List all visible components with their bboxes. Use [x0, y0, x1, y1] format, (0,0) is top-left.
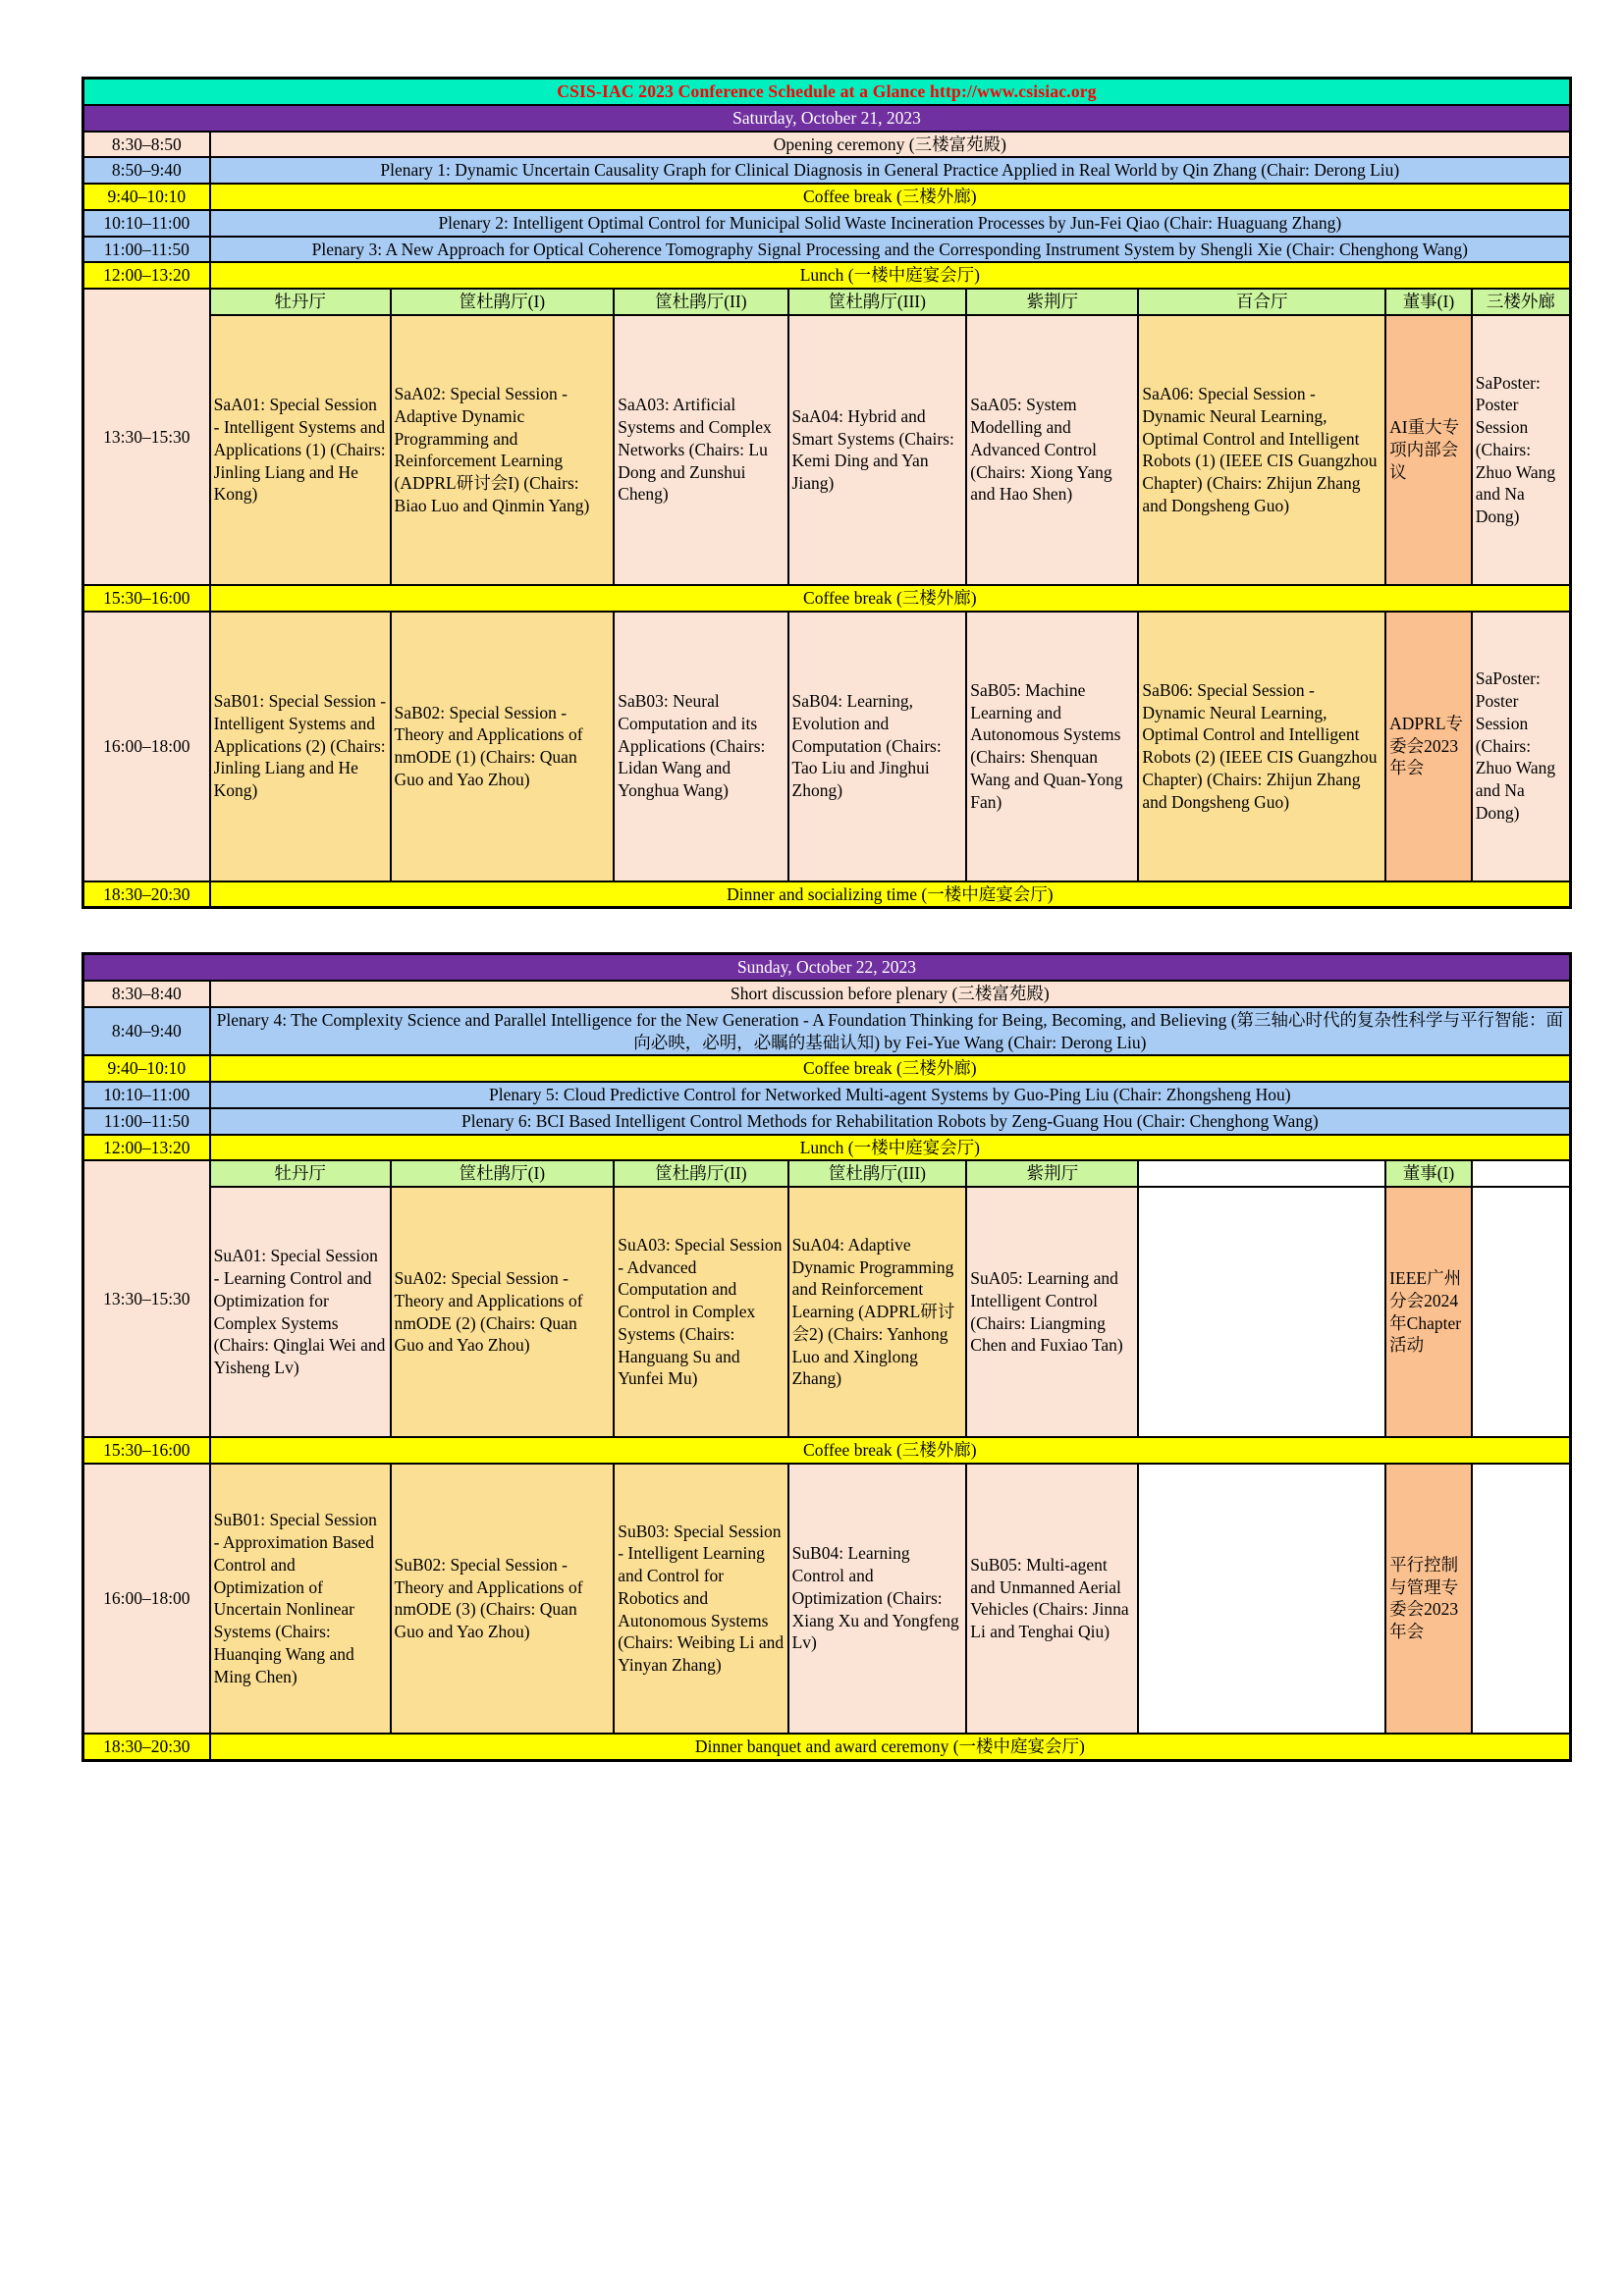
session-cell-sab04[interactable]: SaB04: Learning, Evolution and Computation (Chairs: Tao Liu and Jinghui Zhong): [788, 612, 967, 881]
table-row: [83, 210, 1571, 237]
coffee-break-cell: Coffee break (三楼外廊): [210, 585, 1571, 612]
time-label: 9:40–10:10: [83, 184, 210, 210]
room-header-dujuan-1: 筐杜鹃厅(I): [391, 1160, 615, 1187]
session-cell-empty-2: [1472, 1187, 1571, 1437]
session-cell-saa05[interactable]: SaA05: System Modelling and Advanced Control (Chairs: Xiong Yang and Hao Shen): [966, 315, 1138, 585]
session-row-sua: [83, 1187, 1571, 1437]
time-label: 16:00–18:00: [83, 1464, 210, 1734]
table-row: [83, 184, 1571, 210]
session-cell-sub04[interactable]: SuB04: Learning Control and Optimization (Chairs: Xiang Xu and Yongfeng Lv): [788, 1464, 967, 1734]
session-cell-sua02[interactable]: SuA02: Special Session - Theory and Applications of nmODE (2) (Chairs: Quan Guo and Yao Zhou): [391, 1187, 615, 1437]
table-row: [83, 1734, 1571, 1760]
table-gap: [81, 909, 1570, 952]
session-cell-empty-4: [1472, 1464, 1571, 1734]
session-cell-sub05[interactable]: SuB05: Multi-agent and Unmanned Aerial Vehicles (Chairs: Jinna Li and Tenghai Qiu): [966, 1464, 1138, 1734]
time-label: 15:30–16:00: [83, 585, 210, 612]
room-header-dujuan-3: 筐杜鹃厅(III): [788, 289, 967, 315]
session-cell-empty-1: [1138, 1187, 1385, 1437]
session-cell-sab03[interactable]: SaB03: Neural Computation and its Applications (Chairs: Lidan Wang and Yonghua Wang): [614, 612, 787, 881]
coffee-break-cell: Coffee break (三楼外廊): [210, 1055, 1571, 1082]
table-row: [83, 1108, 1571, 1135]
session-row-sub: [83, 1464, 1571, 1734]
dinner-cell: Dinner and socializing time (一楼中庭宴会厅): [210, 881, 1571, 908]
time-label: 8:40–9:40: [83, 1007, 210, 1056]
day-banner-row-saturday: [83, 105, 1571, 132]
room-header-dongshi: 董事(I): [1385, 289, 1472, 315]
room-header-row-sunday: [83, 1160, 1571, 1187]
session-cell-sab02[interactable]: SaB02: Special Session - Theory and Applications of nmODE (1) (Chairs: Quan Guo and Yao Zhou): [391, 612, 615, 881]
session-cell-saposter[interactable]: SaPoster: Poster Session (Chairs: Zhuo Wang and Na Dong): [1472, 315, 1571, 585]
time-label: 15:30–16:00: [83, 1437, 210, 1464]
table-row: [83, 1055, 1571, 1082]
time-label: 12:00–13:20: [83, 1135, 210, 1161]
session-cell-sub02[interactable]: SuB02: Special Session - Theory and Applications of nmODE (3) (Chairs: Quan Guo and Yao Zhou): [391, 1464, 615, 1734]
time-label: 8:30–8:50: [83, 132, 210, 158]
time-label: 11:00–11:50: [83, 1108, 210, 1135]
table-row: [83, 981, 1571, 1007]
table-row: [83, 585, 1571, 612]
table-row: [83, 157, 1571, 184]
opening-ceremony-cell: Opening ceremony (三楼富苑殿): [210, 132, 1571, 158]
title-row: [83, 79, 1571, 105]
plenary-5-cell: Plenary 5: Cloud Predictive Control for Networked Multi-agent Systems by Guo-Ping Liu (Chair: Zhongsheng Hou): [210, 1082, 1571, 1108]
session-cell-saa01[interactable]: SaA01: Special Session - Intelligent Systems and Applications (1) (Chairs: Jinling Liang and He Kong): [210, 315, 391, 585]
session-cell-sab06[interactable]: SaB06: Special Session - Dynamic Neural Learning, Optimal Control and Intelligent Robots (2) (IEEE CIS Guangzhou Chapter) (Chairs: Zhijun Zhang and Dongsheng Guo): [1138, 612, 1385, 881]
table-row: [83, 1082, 1571, 1108]
schedule-table-saturday: [81, 77, 1572, 909]
table-row: [83, 881, 1571, 908]
plenary-6-cell: Plenary 6: BCI Based Intelligent Control Methods for Rehabilitation Robots by Zeng-Guang Hou (Chair: Chenghong Wang): [210, 1108, 1571, 1135]
dinner-banquet-cell: Dinner banquet and award ceremony (一楼中庭宴会厅): [210, 1734, 1571, 1760]
time-label: 18:30–20:30: [83, 881, 210, 908]
room-header-baihe: 百合厅: [1138, 289, 1385, 315]
session-cell-saa02[interactable]: SaA02: Special Session - Adaptive Dynamic Programming and Reinforcement Learning (ADPRL研讨会I) (Chairs: Biao Luo and Qinmin Yang): [391, 315, 615, 585]
lunch-cell: Lunch (一楼中庭宴会厅): [210, 262, 1571, 289]
room-header-empty-2: [1472, 1160, 1571, 1187]
session-cell-sab05[interactable]: SaB05: Machine Learning and Autonomous Systems (Chairs: Shenquan Wang and Quan-Yong Fan): [966, 612, 1138, 881]
session-row-sab: [83, 612, 1571, 881]
room-header-zijing: 紫荆厅: [966, 289, 1138, 315]
room-header-empty-1: [1138, 1160, 1385, 1187]
time-label: 12:00–13:20: [83, 262, 210, 289]
room-header-dongshi: 董事(I): [1385, 1160, 1472, 1187]
coffee-break-cell: Coffee break (三楼外廊): [210, 184, 1571, 210]
session-row-saa: [83, 315, 1571, 585]
session-cell-sub01[interactable]: SuB01: Special Session - Approximation Based Control and Optimization of Uncertain Nonlinear Systems (Chairs: Huanqing Wang and Ming Chen): [210, 1464, 391, 1734]
session-cell-sab01[interactable]: SaB01: Special Session - Intelligent Systems and Applications (2) (Chairs: Jinling Liang and He Kong): [210, 612, 391, 881]
session-cell-saa06[interactable]: SaA06: Special Session - Dynamic Neural Learning, Optimal Control and Intelligent Robots (1) (IEEE CIS Guangzhou Chapter) (Chairs: Zhijun Zhang and Dongsheng Guo): [1138, 315, 1385, 585]
session-cell-sua01[interactable]: SuA01: Special Session - Learning Control and Optimization for Complex Systems (Chairs: Qinglai Wei and Yisheng Lv): [210, 1187, 391, 1437]
room-header-dujuan-2: 筐杜鹃厅(II): [614, 1160, 787, 1187]
session-cell-empty-3: [1138, 1464, 1385, 1734]
time-label: 8:50–9:40: [83, 157, 210, 184]
table-row: [83, 132, 1571, 158]
room-header-row-saturday: [83, 289, 1571, 315]
table-row: [83, 1437, 1571, 1464]
room-header-sanlou-wailang: 三楼外廊: [1472, 289, 1571, 315]
short-discussion-cell: Short discussion before plenary (三楼富苑殿): [210, 981, 1571, 1007]
table-row: [83, 1135, 1571, 1161]
session-cell-sua04[interactable]: SuA04: Adaptive Dynamic Programming and Reinforcement Learning (ADPRL研讨会2) (Chairs: Yanhong Luo and Xinglong Zhang): [788, 1187, 967, 1437]
time-label: 10:10–11:00: [83, 1082, 210, 1108]
page-title: CSIS-IAC 2023 Conference Schedule at a Glance http://www.csisiac.org: [83, 79, 1571, 105]
session-cell-sub03[interactable]: SuB03: Special Session - Intelligent Learning and Control for Robotics and Autonomous Systems (Chairs: Weibing Li and Yinyan Zhang): [614, 1464, 787, 1734]
session-cell-ieee-chapter[interactable]: IEEE广州分会2024年Chapter活动: [1385, 1187, 1472, 1437]
schedule-table-sunday: [81, 952, 1572, 1761]
session-cell-sua03[interactable]: SuA03: Special Session - Advanced Computation and Control in Complex Systems (Chairs: Hanguang Su and Yunfei Mu): [614, 1187, 787, 1437]
plenary-2-cell: Plenary 2: Intelligent Optimal Control for Municipal Solid Waste Incineration Processes by Jun-Fei Qiao (Chair: Huaguang Zhang): [210, 210, 1571, 237]
day-banner-sunday: Sunday, October 22, 2023: [83, 954, 1571, 981]
session-cell-saposter-2[interactable]: SaPoster: Poster Session (Chairs: Zhuo Wang and Na Dong): [1472, 612, 1571, 881]
session-cell-saa03[interactable]: SaA03: Artificial Systems and Complex Networks (Chairs: Lu Dong and Zunshui Cheng): [614, 315, 787, 585]
plenary-4-cell: Plenary 4: The Complexity Science and Parallel Intelligence for the New Generation - A Foundation Thinking for Being, Becoming, and Believing (第三轴心时代的复杂性科学与平行智能：面向必映，必明，必瞩的基础认知) by Fei-Yue Wang (Chair: Derong Liu): [210, 1007, 1571, 1056]
coffee-break-cell: Coffee break (三楼外廊): [210, 1437, 1571, 1464]
room-header-dujuan-1: 筐杜鹃厅(I): [391, 289, 615, 315]
time-label: 10:10–11:00: [83, 210, 210, 237]
day-banner-saturday: Saturday, October 21, 2023: [83, 105, 1571, 132]
day-banner-row-sunday: [83, 954, 1571, 981]
session-cell-sua05[interactable]: SuA05: Learning and Intelligent Control (Chairs: Liangming Chen and Fuxiao Tan): [966, 1187, 1138, 1437]
table-row: [83, 1007, 1571, 1056]
lunch-cell: Lunch (一楼中庭宴会厅): [210, 1135, 1571, 1161]
table-row: [83, 262, 1571, 289]
session-cell-saa04[interactable]: SaA04: Hybrid and Smart Systems (Chairs: Kemi Ding and Yan Jiang): [788, 315, 967, 585]
time-label: 11:00–11:50: [83, 237, 210, 263]
room-header-mudan: 牡丹厅: [210, 1160, 391, 1187]
time-label: 9:40–10:10: [83, 1055, 210, 1082]
plenary-3-cell: Plenary 3: A New Approach for Optical Coherence Tomography Signal Processing and the Corresponding Instrument System by Shengli Xie (Chair: Chenghong Wang): [210, 237, 1571, 263]
table-row: [83, 237, 1571, 263]
time-label: 13:30–15:30: [83, 289, 210, 585]
room-header-mudan: 牡丹厅: [210, 289, 391, 315]
session-cell-parallel-control-meeting[interactable]: 平行控制与管理专委会2023年会: [1385, 1464, 1472, 1734]
room-header-dujuan-2: 筐杜鹃厅(II): [614, 289, 787, 315]
time-label: 13:30–15:30: [83, 1160, 210, 1437]
time-label: 8:30–8:40: [83, 981, 210, 1007]
time-label: 18:30–20:30: [83, 1734, 210, 1760]
session-cell-adprl-meeting[interactable]: ADPRL专委会2023年会: [1385, 612, 1472, 881]
plenary-1-cell: Plenary 1: Dynamic Uncertain Causality Graph for Clinical Diagnosis in General Practice Applied in Real World by Qin Zhang (Chair: Derong Liu): [210, 157, 1571, 184]
session-cell-ai-meeting[interactable]: AI重大专项内部会议: [1385, 315, 1472, 585]
time-label: 16:00–18:00: [83, 612, 210, 881]
room-header-dujuan-3: 筐杜鹃厅(III): [788, 1160, 967, 1187]
room-header-zijing: 紫荆厅: [966, 1160, 1138, 1187]
